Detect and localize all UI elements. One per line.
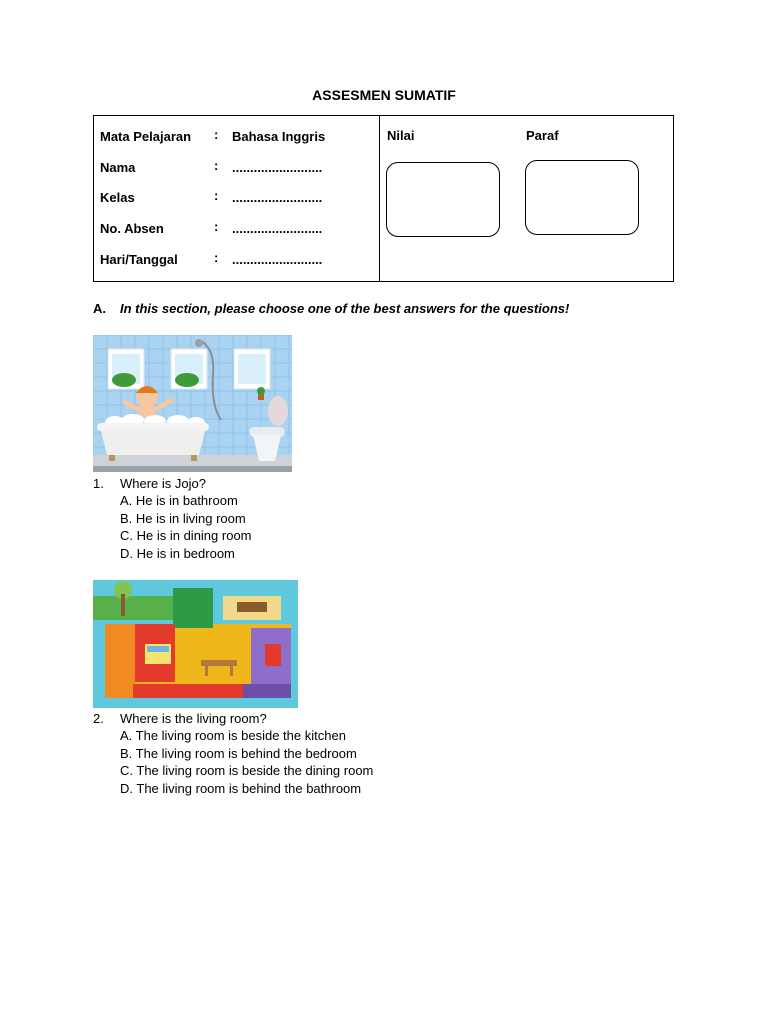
question-number: 2.: [93, 711, 104, 726]
answer-option[interactable]: A. The living room is beside the kitchen: [120, 728, 346, 743]
bathtub: [97, 414, 209, 461]
answer-option[interactable]: C. The living room is beside the dining room: [120, 763, 374, 778]
info-value: Bahasa Inggris: [232, 129, 326, 144]
class-field[interactable]: .........................: [232, 190, 323, 205]
info-label: Kelas: [100, 190, 135, 205]
signature-box[interactable]: [525, 160, 639, 235]
absence-number-field[interactable]: .........................: [232, 221, 323, 236]
answer-option[interactable]: D. The living room is behind the bathroom: [120, 781, 362, 796]
info-label: No. Absen: [100, 221, 164, 236]
hanging-plant: [112, 373, 136, 387]
house-floorplan-illustration: [93, 580, 298, 708]
page-title: ASSESMEN SUMATIF: [312, 87, 456, 103]
answer-option[interactable]: B. The living room is behind the bedroom: [120, 746, 357, 761]
signature-label: Paraf: [526, 128, 559, 143]
room-green: [173, 588, 213, 628]
question-text: Where is the living room?: [120, 711, 267, 726]
section-instruction: In this section, please choose one of the best answers for the questions!: [120, 301, 570, 316]
info-colon: :: [214, 127, 219, 142]
name-field[interactable]: .........................: [232, 160, 323, 175]
dining-table: [201, 660, 237, 666]
answer-option[interactable]: B. He is in living room: [120, 511, 246, 526]
info-colon: :: [214, 158, 219, 173]
score-label: Nilai: [387, 128, 415, 143]
info-label: Nama: [100, 160, 136, 175]
window-right: [234, 349, 270, 389]
answer-option[interactable]: A. He is in bathroom: [120, 493, 238, 508]
section-letter: A.: [93, 301, 106, 316]
hanging-plant: [175, 373, 199, 387]
info-colon: :: [214, 188, 219, 203]
question-text: Where is Jojo?: [120, 476, 206, 491]
date-field[interactable]: .........................: [232, 252, 323, 267]
answer-option[interactable]: D. He is in bedroom: [120, 546, 235, 561]
header-divider: [379, 115, 380, 282]
info-colon: :: [214, 219, 219, 234]
bathroom-illustration: [93, 335, 292, 472]
room-orange: [105, 624, 135, 698]
info-label: Hari/Tanggal: [100, 252, 178, 267]
info-label: Mata Pelajaran: [100, 129, 192, 144]
question-number: 1.: [93, 476, 104, 491]
score-box[interactable]: [386, 162, 500, 237]
answer-option[interactable]: C. He is in dining room: [120, 528, 252, 543]
info-colon: :: [214, 250, 219, 265]
